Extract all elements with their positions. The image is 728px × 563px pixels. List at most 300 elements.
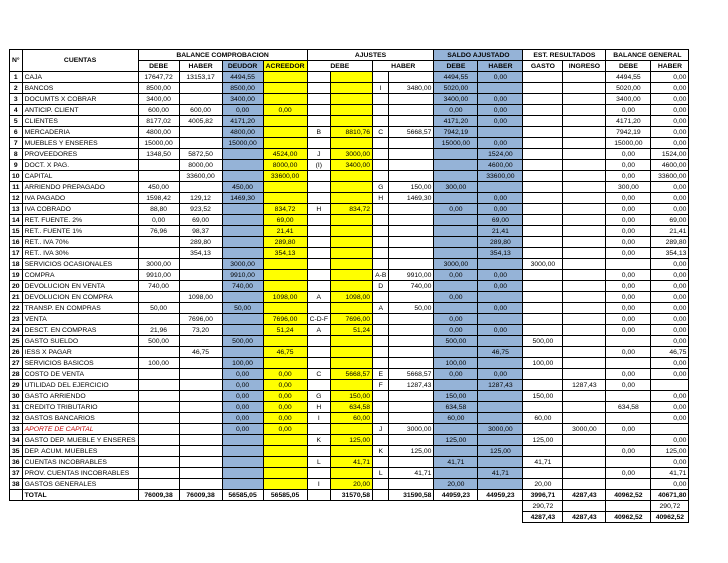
aj-debe-ref-cell [307,72,331,83]
er-gasto-cell: 3996,71 [523,490,563,501]
account-name-cell: GASTO SUELDO [22,336,138,347]
sa-debe-cell: 20,00 [434,479,478,490]
bc-acreedor-cell: 0,00 [263,105,307,116]
aj-debe-ref-cell: G [307,391,331,402]
bc-haber-cell [179,369,222,380]
er-ingreso-cell [563,149,606,160]
er-gasto-cell [523,402,563,413]
bg-haber-cell: 0,00 [651,435,689,446]
bc-debe-cell: 740,00 [138,281,179,292]
table-row [10,325,689,336]
bc-debe-cell [138,479,179,490]
aj-haber-cell: 41,71 [389,468,434,479]
bg-haber-cell: 0,00 [651,259,689,270]
table-row [10,72,689,83]
sa-haber-cell: 33600,00 [478,171,523,182]
er-gasto-cell [523,468,563,479]
sa-haber-cell: 0,00 [478,94,523,105]
sa-debe-cell [434,149,478,160]
bc-debe-cell [138,171,179,182]
bg-debe-cell: 0,00 [606,380,651,391]
table-row [10,171,689,182]
row-number-cell: 9 [10,160,23,171]
sub-header: INGRESO [563,61,606,72]
aj-debe-cell [331,259,373,270]
bc-debe-cell [138,369,179,380]
sa-debe-cell: 634,58 [434,402,478,413]
bc-acreedor-cell: 289,80 [263,237,307,248]
bc-haber-cell: 923,52 [179,204,222,215]
sub-header: GASTO [523,61,563,72]
bg-debe-cell: 0,00 [606,303,651,314]
bg-haber-cell: 0,00 [651,193,689,204]
account-name-cell: COSTO DE VENTA [22,369,138,380]
aj-haber-cell: 3480,00 [389,83,434,94]
aj-debe-ref-cell [307,171,331,182]
account-name-cell: GASTO ARRIENDO [22,391,138,402]
num-header: N° [10,50,23,72]
account-name-cell: TOTAL [22,490,138,501]
bg-haber-cell: 0,00 [651,314,689,325]
account-name-cell: UTILIDAD DEL EJERCICIO [22,380,138,391]
sa-debe-cell: 4171,20 [434,116,478,127]
table-row [10,138,689,149]
row-number-cell: 31 [10,402,23,413]
bg-haber-cell: 41,71 [651,468,689,479]
sa-debe-cell: 0,00 [434,270,478,281]
aj-haber-cell [389,204,434,215]
aj-haber-ref-cell [373,314,389,325]
aj-haber-cell [389,314,434,325]
aj-debe-ref-cell [307,490,331,501]
sa-debe-cell [434,193,478,204]
sa-haber-cell: 21,41 [478,226,523,237]
bc-acreedor-cell: 33600,00 [263,171,307,182]
er-gasto-cell [523,105,563,116]
er-ingreso-cell [563,391,606,402]
sa-haber-cell: 0,00 [478,193,523,204]
er-gasto-cell: 41,71 [523,457,563,468]
bg-debe-cell: 15000,00 [606,138,651,149]
aj-debe-ref-cell [307,446,331,457]
sa-debe-cell [434,281,478,292]
account-name-cell: ARRIENDO PREPAGADO [22,182,138,193]
bc-debe-cell [138,391,179,402]
aj-debe-cell [331,182,373,193]
bg-haber-cell: 0,00 [651,83,689,94]
aj-debe-cell: 7696,00 [331,314,373,325]
er-ingreso-cell [563,83,606,94]
row-number-cell: 15 [10,226,23,237]
aj-haber-cell [389,435,434,446]
aj-debe-cell [331,171,373,182]
bg-debe-cell: 7942,19 [606,127,651,138]
bc-haber-cell [179,182,222,193]
sa-haber-cell: 0,00 [478,369,523,380]
bc-debe-cell: 500,00 [138,336,179,347]
bc-debe-cell: 0,00 [138,215,179,226]
bc-acreedor-cell [263,259,307,270]
table-row [10,204,689,215]
bc-acreedor-cell: 0,00 [263,391,307,402]
account-name-cell: ANTICIP. CLIENT [22,105,138,116]
aj-haber-cell: 5668,57 [389,369,434,380]
row-number-cell: 37 [10,468,23,479]
bg-debe-cell: 0,00 [606,281,651,292]
bg-haber-cell: 0,00 [651,457,689,468]
aj-haber-ref-cell [373,237,389,248]
bg-debe-cell: 0,00 [606,193,651,204]
bc-haber-cell: 98,37 [179,226,222,237]
aj-haber-ref-cell: A-B [373,270,389,281]
account-name-cell: IVA PAGADO [22,193,138,204]
bc-haber-cell: 8000,00 [179,160,222,171]
aj-haber-ref-cell [373,292,389,303]
sa-haber-cell [478,391,523,402]
bc-debe-cell: 4800,00 [138,127,179,138]
aj-debe-cell [331,94,373,105]
bg-debe-cell: 0,00 [606,215,651,226]
aj-debe-cell [331,226,373,237]
aj-debe-cell [331,380,373,391]
aj-haber-cell [389,347,434,358]
bg-debe-cell: 0,00 [606,270,651,281]
header-row-1 [10,50,689,61]
aj-haber-cell [389,105,434,116]
bc-haber-cell [179,424,222,435]
bc-deudor-cell [222,435,263,446]
aj-haber-cell: 125,00 [389,446,434,457]
bc-acreedor-cell: 21,41 [263,226,307,237]
aj-haber-cell: 3000,00 [389,424,434,435]
er-ingreso-cell [563,138,606,149]
account-name-cell: RET.. IVA 30% [22,248,138,259]
bc-acreedor-cell [263,435,307,446]
er-ingreso-cell: 4287,43 [563,490,606,501]
sa-haber-cell [478,292,523,303]
aj-haber-ref-cell [373,105,389,116]
bc-acreedor-cell: 834,72 [263,204,307,215]
bg-haber-cell: 21,41 [651,226,689,237]
bc-acreedor-cell: 56585,05 [263,490,307,501]
er-gasto-cell: 100,00 [523,358,563,369]
bc-haber-cell: 46,75 [179,347,222,358]
sa-haber-cell: 3000,00 [478,424,523,435]
row-number-cell: 8 [10,149,23,160]
bc-deudor-cell [222,226,263,237]
aj-debe-cell: 1098,00 [331,292,373,303]
sa-debe-cell: 100,00 [434,358,478,369]
er-ingreso-cell [563,182,606,193]
er-ingreso-cell [563,303,606,314]
bc-acreedor-cell [263,94,307,105]
aj-debe-ref-cell [307,182,331,193]
sa-haber-cell: 44959,23 [478,490,523,501]
bc-deudor-cell: 3000,00 [222,259,263,270]
bg-haber-cell: 0,00 [651,72,689,83]
bc-acreedor-cell: 46,75 [263,347,307,358]
aj-debe-cell: 3000,00 [331,149,373,160]
bg-debe-cell: 0,00 [606,314,651,325]
bc-haber-cell [179,94,222,105]
bc-acreedor-cell: 4524,00 [263,149,307,160]
bc-haber-cell: 1098,00 [179,292,222,303]
row-number-cell: 12 [10,193,23,204]
bg-debe-cell: 0,00 [606,171,651,182]
account-name-cell: CAJA [22,72,138,83]
er-ingreso-cell [563,281,606,292]
table-row [10,468,689,479]
table-row [10,127,689,138]
bc-deudor-cell [222,468,263,479]
er-ingreso-cell [563,358,606,369]
sa-haber-cell: 354,13 [478,248,523,259]
bg-haber-cell: 46,75 [651,347,689,358]
bg-debe-cell: 0,00 [606,149,651,160]
summary-cell: 40962,52 [651,512,689,523]
aj-haber-cell: 1287,43 [389,380,434,391]
bg-haber-cell: 33600,00 [651,171,689,182]
bc-debe-cell: 600,00 [138,105,179,116]
aj-haber-ref-cell [373,160,389,171]
row-number-cell [10,490,23,501]
table-row [10,160,689,171]
er-gasto-cell [523,94,563,105]
bc-debe-cell: 21,96 [138,325,179,336]
bc-acreedor-cell: 0,00 [263,402,307,413]
er-ingreso-cell [563,226,606,237]
bg-haber-cell: 0,00 [651,116,689,127]
sa-haber-cell [478,336,523,347]
bg-debe-cell: 0,00 [606,369,651,380]
aj-haber-ref-cell: E [373,369,389,380]
sa-haber-cell: 1524,00 [478,149,523,160]
aj-haber-cell [389,149,434,160]
er-ingreso-cell [563,270,606,281]
bc-acreedor-cell [263,116,307,127]
bg-debe-cell [606,457,651,468]
sa-debe-cell: 300,00 [434,182,478,193]
bc-debe-cell: 3000,00 [138,259,179,270]
sa-haber-cell: 69,00 [478,215,523,226]
aj-haber-ref-cell [373,325,389,336]
bc-acreedor-cell: 0,00 [263,369,307,380]
sa-debe-cell: 500,00 [434,336,478,347]
sa-debe-cell [434,226,478,237]
bc-acreedor-cell: 1098,00 [263,292,307,303]
aj-haber-cell: 5668,57 [389,127,434,138]
sa-debe-cell: 0,00 [434,105,478,116]
account-name-cell: RET. FUENTE. 2% [22,215,138,226]
er-ingreso-cell [563,94,606,105]
summary-cell: 4287,43 [563,512,606,523]
bc-deudor-cell: 100,00 [222,358,263,369]
aj-debe-cell: 634,58 [331,402,373,413]
bc-acreedor-cell [263,303,307,314]
aj-debe-ref-cell [307,358,331,369]
aj-haber-ref-cell [373,358,389,369]
aj-haber-ref-cell [373,204,389,215]
aj-debe-ref-cell: K [307,435,331,446]
row-number-cell: 2 [10,83,23,94]
bg-haber-cell: 40671,80 [651,490,689,501]
aj-haber-cell [389,248,434,259]
aj-haber-ref-cell [373,336,389,347]
table-row [10,413,689,424]
bg-haber-cell: 354,13 [651,248,689,259]
aj-debe-cell [331,468,373,479]
aj-debe-ref-cell [307,468,331,479]
sa-haber-cell: 0,00 [478,105,523,116]
bc-acreedor-cell [263,446,307,457]
aj-debe-cell: 41,71 [331,457,373,468]
account-name-cell: BANCOS [22,83,138,94]
account-name-cell: CLIENTES [22,116,138,127]
bg-debe-cell: 4494,55 [606,72,651,83]
sa-debe-cell [434,424,478,435]
row-number-cell: 17 [10,248,23,259]
row-number-cell: 19 [10,270,23,281]
cuentas-header: CUENTAS [22,50,138,72]
table-row [10,369,689,380]
er-ingreso-cell [563,479,606,490]
er-gasto-cell [523,281,563,292]
aj-haber-ref-cell [373,413,389,424]
aj-debe-cell: 5668,57 [331,369,373,380]
aj-haber-cell [389,457,434,468]
bc-deudor-cell: 1469,30 [222,193,263,204]
er-ingreso-cell [563,347,606,358]
aj-debe-ref-cell [307,116,331,127]
aj-haber-cell [389,358,434,369]
bc-acreedor-cell [263,358,307,369]
sa-debe-cell: 0,00 [434,325,478,336]
bg-debe-cell [606,358,651,369]
er-gasto-cell [523,160,563,171]
er-ingreso-cell [563,204,606,215]
sa-haber-cell [478,83,523,94]
aj-debe-cell [331,72,373,83]
row-number-cell: 34 [10,435,23,446]
er-ingreso-cell [563,446,606,457]
bc-haber-cell [179,259,222,270]
bg-haber-cell: 0,00 [651,402,689,413]
bc-deudor-cell: 740,00 [222,281,263,292]
aj-debe-cell [331,215,373,226]
summary-row [10,512,689,523]
aj-haber-cell [389,413,434,424]
account-name-cell: APORTE DE CAPITAL [22,424,138,435]
bg-debe-cell: 3400,00 [606,94,651,105]
er-gasto-cell: 3000,00 [523,259,563,270]
sa-debe-cell [434,446,478,457]
bc-debe-cell [138,160,179,171]
aj-debe-cell [331,446,373,457]
table-row [10,83,689,94]
summary-cell: 290,72 [523,501,563,512]
bg-debe-cell: 0,00 [606,105,651,116]
row-number-cell: 28 [10,369,23,380]
bc-acreedor-cell [263,468,307,479]
bc-debe-cell [138,237,179,248]
aj-haber-ref-cell [373,171,389,182]
aj-debe-cell [331,138,373,149]
er-gasto-cell [523,446,563,457]
bc-deudor-cell [222,479,263,490]
bg-haber-cell: 0,00 [651,127,689,138]
bc-debe-cell [138,468,179,479]
table-row [10,490,689,501]
summary-row [10,501,689,512]
sa-haber-cell [478,259,523,270]
bc-haber-cell: 4005,82 [179,116,222,127]
sa-debe-cell: 0,00 [434,314,478,325]
bg-haber-cell: 4600,00 [651,160,689,171]
aj-haber-ref-cell: A [373,303,389,314]
aj-debe-ref-cell: H [307,204,331,215]
bc-deudor-cell: 0,00 [222,413,263,424]
bc-haber-cell [179,303,222,314]
bg-haber-cell [651,380,689,391]
account-name-cell: PROV. CUENTAS INCOBRABLES [22,468,138,479]
aj-haber-ref-cell [373,479,389,490]
sub-header: DEBE [606,61,651,72]
aj-debe-ref-cell [307,138,331,149]
bc-deudor-cell [222,347,263,358]
summary-cell: 40962,52 [606,512,651,523]
er-gasto-cell [523,292,563,303]
row-number-cell: 33 [10,424,23,435]
bg-haber-cell: 0,00 [651,369,689,380]
bc-acreedor-cell [263,127,307,138]
er-gasto-cell [523,171,563,182]
sa-haber-cell [478,457,523,468]
sub-header: HABER [179,61,222,72]
bc-haber-cell [179,270,222,281]
account-name-cell: GASTO DEP. MUEBLE Y ENSERES [22,435,138,446]
bg-debe-cell: 0,00 [606,424,651,435]
bc-haber-cell [179,380,222,391]
bc-haber-cell: 7696,00 [179,314,222,325]
aj-debe-ref-cell: C [307,369,331,380]
er-gasto-cell [523,226,563,237]
aj-debe-cell [331,116,373,127]
bc-haber-cell [179,413,222,424]
bc-debe-cell [138,435,179,446]
bc-debe-cell [138,380,179,391]
aj-debe-ref-cell: J [307,149,331,160]
table-row [10,182,689,193]
sa-haber-cell: 4600,00 [478,160,523,171]
aj-debe-ref-cell [307,83,331,94]
bc-deudor-cell: 4171,20 [222,116,263,127]
bc-haber-cell [179,446,222,457]
bg-debe-cell: 5020,00 [606,83,651,94]
sa-haber-cell [478,358,523,369]
bc-debe-cell: 100,00 [138,358,179,369]
sa-debe-cell: 125,00 [434,435,478,446]
sa-debe-cell [434,303,478,314]
table-row [10,391,689,402]
table-row [10,402,689,413]
sa-haber-cell [478,182,523,193]
aj-haber-cell [389,237,434,248]
sa-debe-cell: 15000,00 [434,138,478,149]
aj-debe-ref-cell: A [307,292,331,303]
aj-debe-ref-cell [307,281,331,292]
bc-deudor-cell [222,160,263,171]
aj-haber-cell [389,336,434,347]
